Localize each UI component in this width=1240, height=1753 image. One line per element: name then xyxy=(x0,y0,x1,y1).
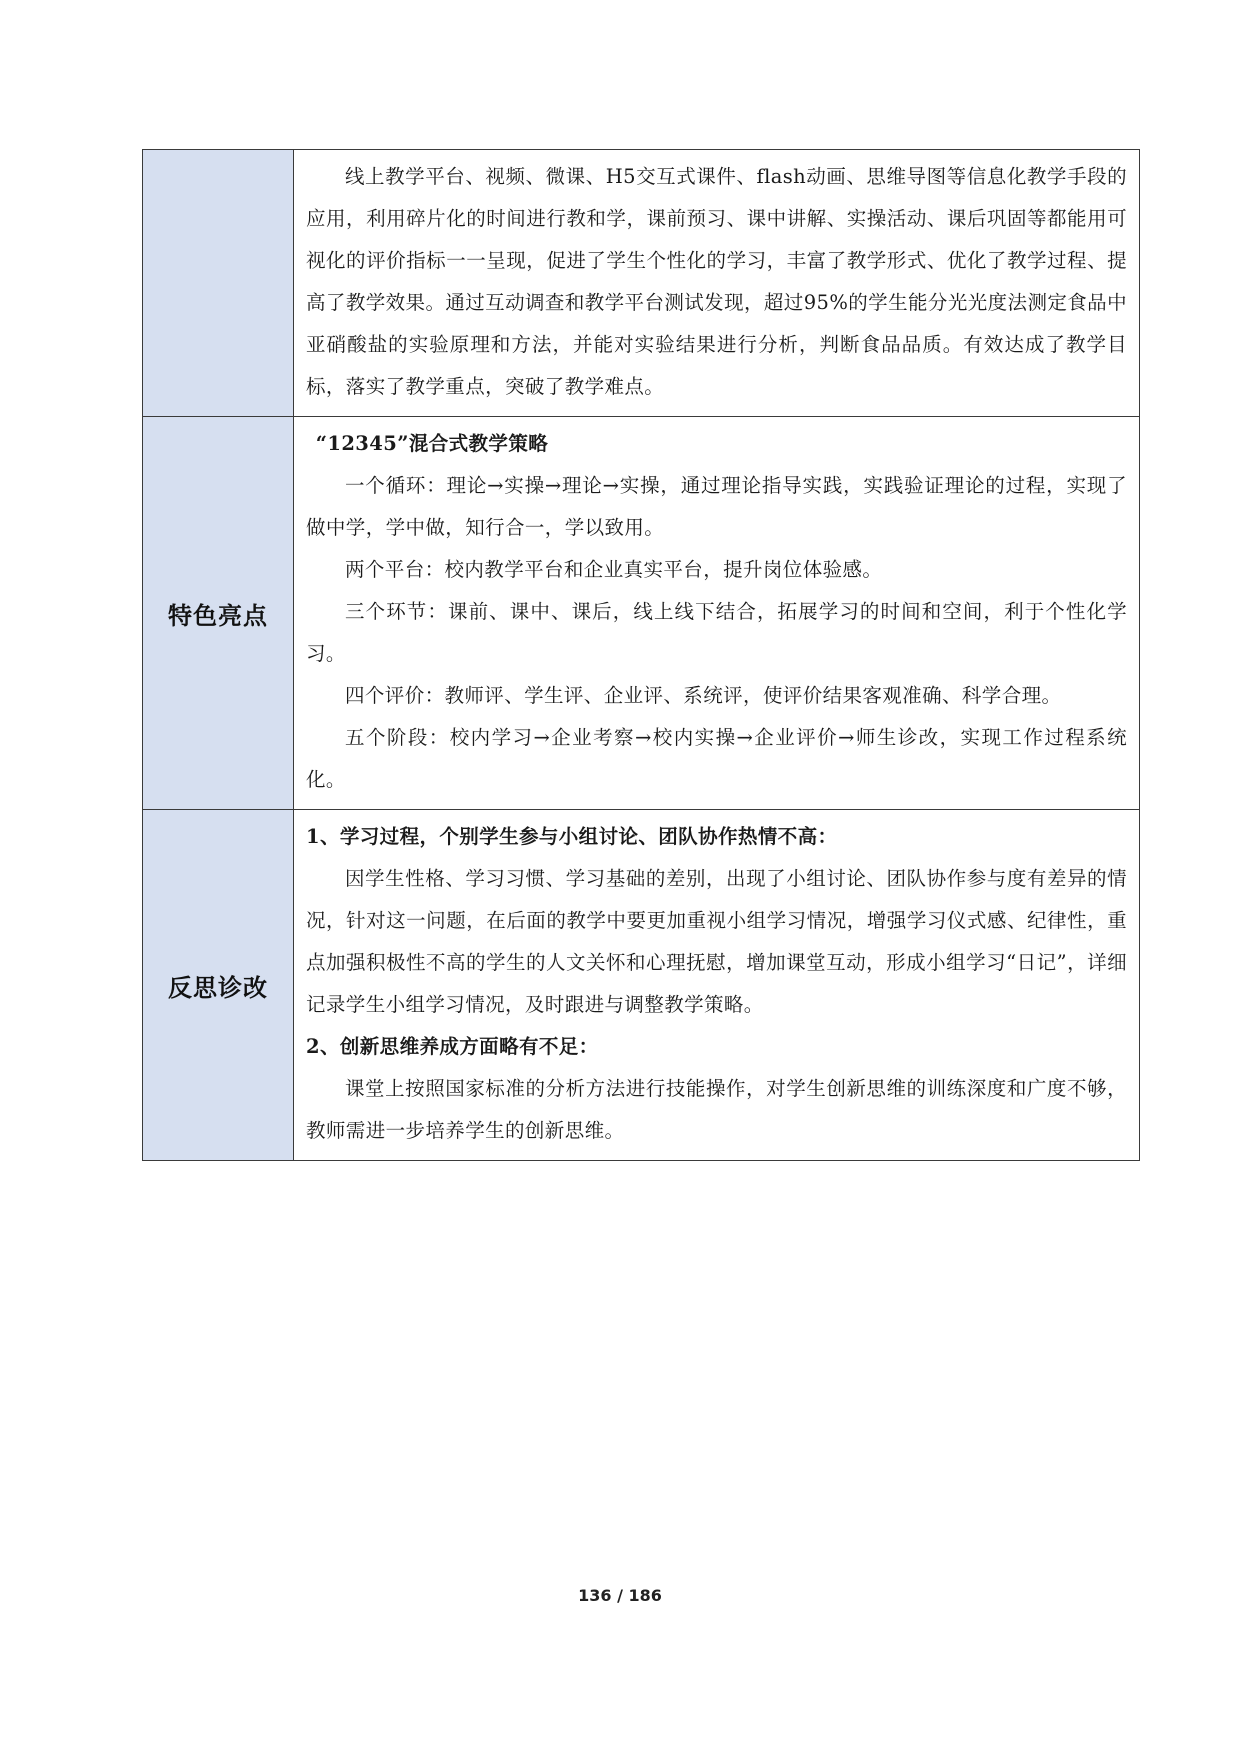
row-label-cell xyxy=(143,810,294,1161)
row-label-cell xyxy=(143,417,294,810)
row-content-cell xyxy=(294,810,1140,1161)
table-row-effect xyxy=(143,150,1140,417)
paragraph: 因学生性格、学习习惯、学习基础的差别，出现了小组讨论、团队协作参与度有差异的情况，针对这一问题，在后面的教学中要更加重视小组学习情况，增强学习仪式感、纪律性，重点加强积极性不高的学生的人文关怀和心理抚慰，增加课堂互动，形成小组学习“日记”，详细记录学生小组学习情况，及时跟进与调整教学策略。 xyxy=(306,867,1127,1016)
paragraph: 课堂上按照国家标准的分析方法进行技能操作，对学生创新思维的训练深度和广度不够，教师需进一步培养学生的创新思维。 xyxy=(306,1077,1127,1142)
section-heading: 2、创新思维养成方面略有不足： xyxy=(306,1035,599,1058)
row-label-highlights: 特色亮点 xyxy=(168,601,268,630)
paragraph: 线上教学平台、视频、微课、H5交互式课件、flash动画、思维导图等信息化教学手段的应用，利用碎片化的时间进行教和学，课前预习、课中讲解、实操活动、课后巩固等都能用可视化的评价指标一一呈现，促进了学生个性化的学习，丰富了教学形式、优化了教学过程、提高了教学效果。通过互动调查和教学平台测试发现，超过95%的学生能分光光度法测定食品中亚硝酸盐的实验原理和方法，并能对实验结果进行分析，判断食品品质。有效达成了教学目标，落实了教学重点，突破了教学难点。 xyxy=(306,165,1127,398)
paragraph: 两个平台：校内教学平台和企业真实平台，提升岗位体验感。 xyxy=(345,558,883,581)
row-label-reflection: 反思诊改 xyxy=(168,973,268,1002)
row-content-cell xyxy=(294,150,1140,417)
paragraph: 三个环节：课前、课中、课后，线上线下结合，拓展学习的时间和空间，利于个性化学习。 xyxy=(306,600,1127,665)
paragraph: 一个循环：理论→实操→理论→实操，通过理论指导实践，实践验证理论的过程，实现了做中学，学中做，知行合一，学以致用。 xyxy=(306,474,1127,539)
paragraph: 四个评价：教师评、学生评、企业评、系统评，使评价结果客观准确、科学合理。 xyxy=(345,684,1062,707)
paragraph: 五个阶段：校内学习→企业考察→校内实操→企业评价→师生诊改，实现工作过程系统化。 xyxy=(306,726,1127,791)
section-heading: “12345”混合式教学策略 xyxy=(315,432,549,455)
table-row-highlights xyxy=(143,417,1140,810)
section-heading: 1、学习过程，个别学生参与小组讨论、团队协作热情不高： xyxy=(306,825,838,848)
page-number: 136 / 186 xyxy=(578,1586,662,1605)
table-row-reflection xyxy=(143,810,1140,1161)
row-label-cell-empty xyxy=(143,150,294,417)
evaluation-table xyxy=(142,149,1140,1161)
row-content-cell xyxy=(294,417,1140,810)
